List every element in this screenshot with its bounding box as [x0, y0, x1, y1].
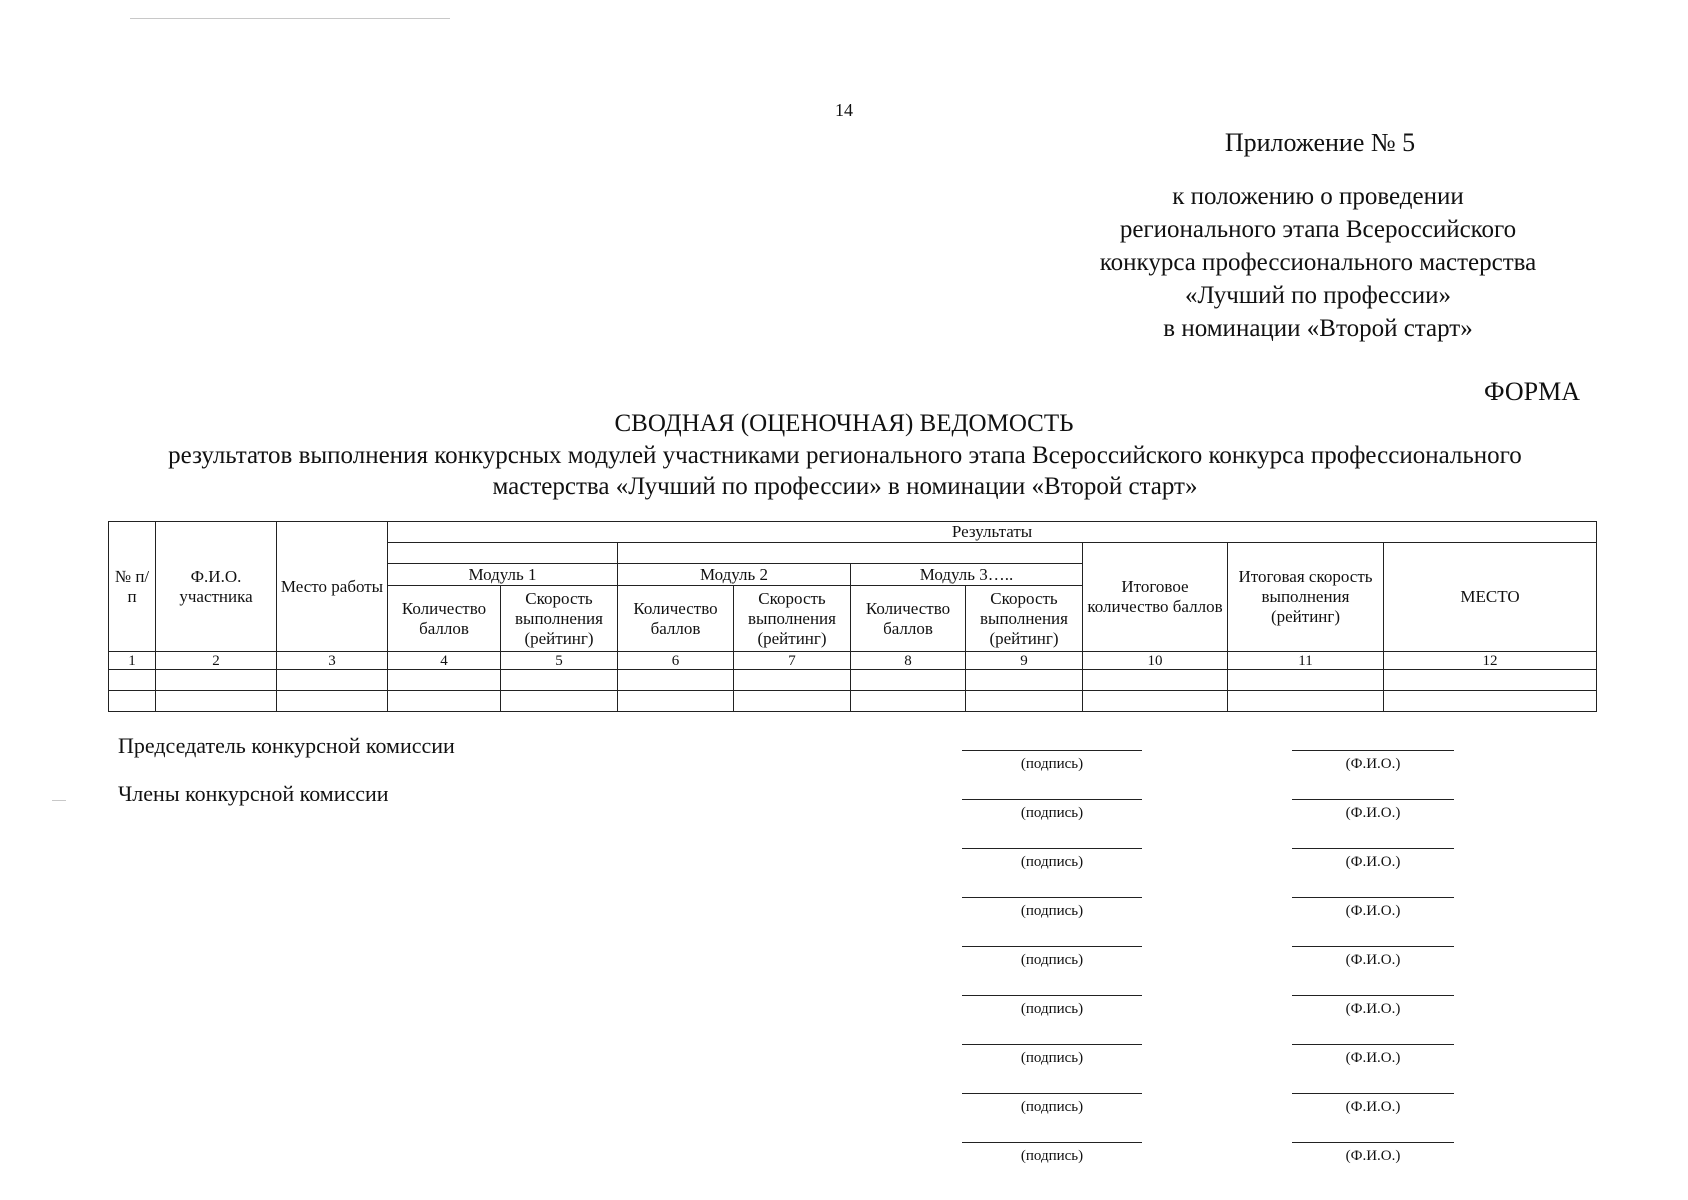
name-caption: (Ф.И.О.) [1345, 854, 1401, 870]
name-line[interactable] [1292, 1044, 1454, 1045]
form-label: ФОРМА [1484, 377, 1580, 406]
table-cell[interactable] [1228, 670, 1384, 691]
table-cell[interactable] [1083, 670, 1228, 691]
header-total-points: Итоговое количество баллов [1083, 543, 1228, 652]
table-cell[interactable] [966, 691, 1083, 712]
signature-caption: (подпись) [1020, 1099, 1084, 1115]
appendix-description-line: «Лучший по профессии» [1184, 282, 1452, 309]
name-caption: (Ф.И.О.) [1345, 1001, 1401, 1017]
name-caption: (Ф.И.О.) [1345, 952, 1401, 968]
header-total-speed: Итоговая скорость выполнения (рейтинг) [1228, 543, 1384, 652]
name-caption: (Ф.И.О.) [1345, 1148, 1401, 1164]
signature-row [0, 897, 1688, 937]
header-module-1: Модуль 1 [388, 564, 618, 586]
signature-caption: (подпись) [1020, 854, 1084, 870]
table-cell[interactable] [734, 691, 851, 712]
table-cell[interactable] [734, 670, 851, 691]
table-cell[interactable] [1228, 691, 1384, 712]
column-number: 8 [851, 652, 966, 670]
signature-line[interactable] [962, 1093, 1142, 1094]
table-cell[interactable] [1384, 691, 1597, 712]
header-module-speed: Скорость выполнения (рейтинг) [501, 586, 618, 652]
signature-row [0, 799, 1688, 839]
column-number: 9 [966, 652, 1083, 670]
document-subtitle [110, 440, 1580, 502]
name-line[interactable] [1292, 750, 1454, 751]
table-cell[interactable] [277, 670, 388, 691]
table-cell[interactable] [1384, 670, 1597, 691]
name-line[interactable] [1292, 1093, 1454, 1094]
appendix-description-line: регионального этапа Всероссийского [1119, 216, 1517, 243]
header-module-speed: Скорость выполнения (рейтинг) [734, 586, 851, 652]
signature-line[interactable] [962, 750, 1142, 751]
table-cell[interactable] [618, 670, 734, 691]
table-cell[interactable] [156, 670, 277, 691]
signature-caption: (подпись) [1020, 1148, 1084, 1164]
header-workplace: Место работы [277, 522, 388, 652]
appendix-description-line: в номинации «Второй старт» [1163, 315, 1473, 342]
header-results: Результаты [388, 522, 1597, 543]
signature-row [0, 848, 1688, 888]
header-module-points: Количество баллов [388, 586, 501, 652]
signature-caption: (подпись) [1020, 756, 1084, 772]
table-cell[interactable] [109, 670, 156, 691]
header-module-points: Количество баллов [851, 586, 966, 652]
header-blank-cell [388, 543, 618, 564]
signature-caption: (подпись) [1020, 805, 1084, 821]
appendix-title: Приложение № 5 [1224, 128, 1416, 157]
column-number: 6 [618, 652, 734, 670]
signature-line[interactable] [962, 946, 1142, 947]
column-number: 3 [277, 652, 388, 670]
column-number: 4 [388, 652, 501, 670]
signature-row [0, 1142, 1688, 1182]
signature-line[interactable] [962, 799, 1142, 800]
table-cell[interactable] [501, 670, 618, 691]
table-row [109, 691, 1597, 712]
column-number: 10 [1083, 652, 1228, 670]
signature-caption: (подпись) [1020, 1001, 1084, 1017]
document-subtitle-line: мастерства «Лучший по профессии» в номинации «Второй старт» [492, 473, 1198, 500]
table-cell[interactable] [1083, 691, 1228, 712]
results-table [108, 521, 1597, 712]
appendix-description [1068, 180, 1568, 345]
table-cell[interactable] [156, 691, 277, 712]
column-number: 11 [1228, 652, 1384, 670]
table-cell[interactable] [109, 691, 156, 712]
table-cell[interactable] [501, 691, 618, 712]
header-number: № п/п [109, 522, 156, 652]
signature-caption: (подпись) [1020, 1050, 1084, 1066]
name-line[interactable] [1292, 799, 1454, 800]
signature-caption: (подпись) [1020, 952, 1084, 968]
header-blank-cell [618, 543, 1083, 564]
name-caption: (Ф.И.О.) [1345, 903, 1401, 919]
column-number: 2 [156, 652, 277, 670]
name-caption: (Ф.И.О.) [1345, 1099, 1401, 1115]
table-row [109, 670, 1597, 691]
table-cell[interactable] [277, 691, 388, 712]
chair-label: Председатель конкурсной комиссии [118, 733, 455, 758]
header-module-speed: Скорость выполнения (рейтинг) [966, 586, 1083, 652]
header-module-points: Количество баллов [618, 586, 734, 652]
column-number: 7 [734, 652, 851, 670]
header-module-2: Модуль 2 [618, 564, 851, 586]
name-line[interactable] [1292, 995, 1454, 996]
appendix-description-line: к положению о проведении [1172, 183, 1464, 210]
signature-row [0, 995, 1688, 1035]
name-caption: (Ф.И.О.) [1345, 805, 1401, 821]
signature-row [0, 946, 1688, 986]
name-line[interactable] [1292, 1142, 1454, 1143]
signature-caption: (подпись) [1020, 903, 1084, 919]
name-line[interactable] [1292, 946, 1454, 947]
table-cell[interactable] [388, 670, 501, 691]
header-participant-name: Ф.И.О. участника [156, 522, 277, 652]
signature-line[interactable] [962, 1142, 1142, 1143]
document-subtitle-line: результатов выполнения конкурсных модулей участниками регионального этапа Всероссийского конкурса профессионального [168, 442, 1522, 469]
appendix-description-line: конкурса профессионального мастерства [1099, 249, 1537, 276]
header-place: МЕСТО [1384, 543, 1597, 652]
column-number: 1 [109, 652, 156, 670]
name-caption: (Ф.И.О.) [1345, 756, 1401, 772]
document-title: СВОДНАЯ (ОЦЕНОЧНАЯ) ВЕДОМОСТЬ [614, 410, 1074, 437]
signature-line[interactable] [962, 848, 1142, 849]
signature-line[interactable] [962, 1044, 1142, 1045]
signature-line[interactable] [962, 995, 1142, 996]
table-cell[interactable] [618, 691, 734, 712]
members-label: Члены конкурсной комиссии [118, 781, 389, 806]
signature-row [0, 1093, 1688, 1133]
scan-artifact [130, 18, 450, 19]
header-module-3: Модуль 3….. [851, 564, 1083, 586]
column-number: 5 [501, 652, 618, 670]
name-line[interactable] [1292, 897, 1454, 898]
table-cell[interactable] [966, 670, 1083, 691]
column-number: 12 [1384, 652, 1597, 670]
name-line[interactable] [1292, 848, 1454, 849]
signature-row [0, 1044, 1688, 1084]
table-cell[interactable] [851, 670, 966, 691]
page-number: 14 [835, 100, 853, 120]
signature-row [0, 750, 1688, 790]
signature-line[interactable] [962, 897, 1142, 898]
name-caption: (Ф.И.О.) [1345, 1050, 1401, 1066]
table-cell[interactable] [851, 691, 966, 712]
table-cell[interactable] [388, 691, 501, 712]
